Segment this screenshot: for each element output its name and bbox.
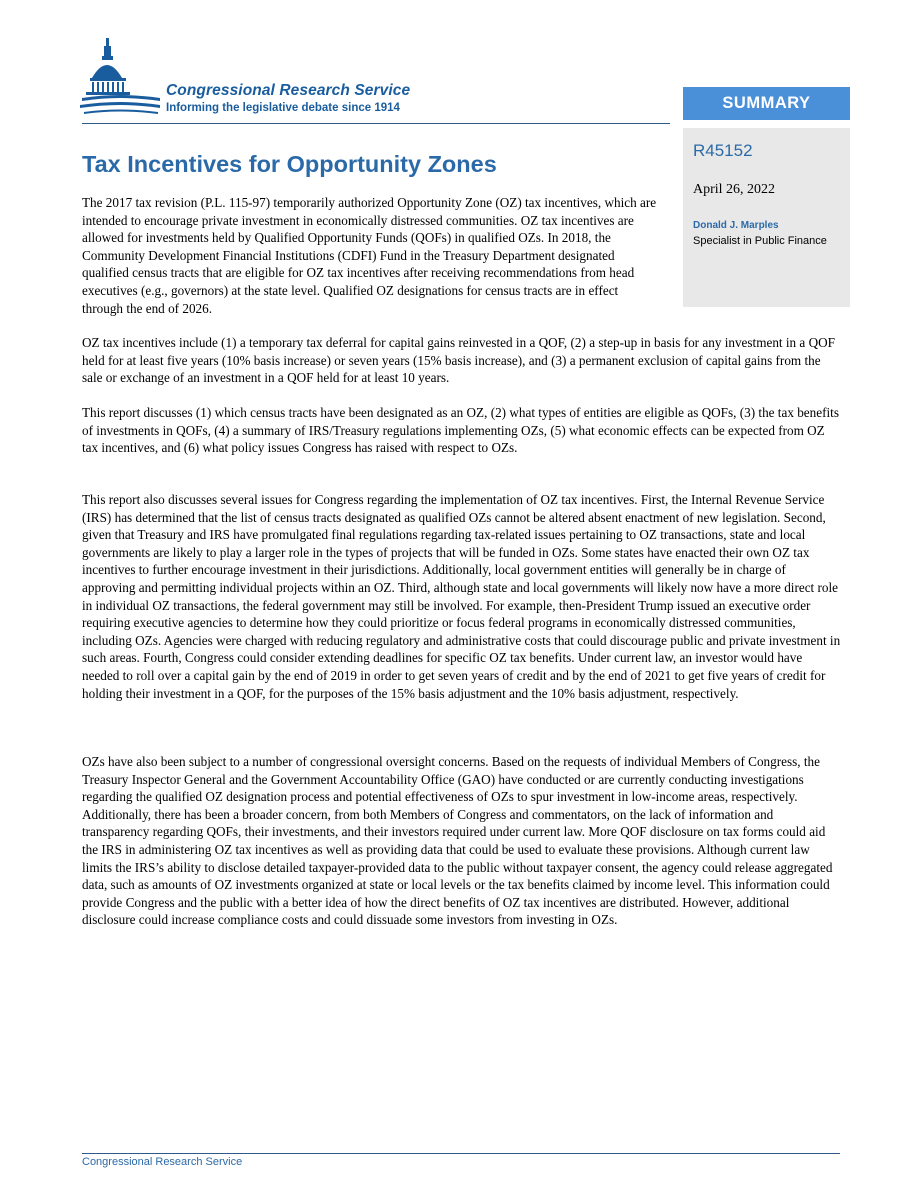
summary-paragraph: This report discusses (1) which census tracts have been designated as an OZ, (2) what types of entities are eligible as QOFs, (3) the tax benefits of investments in QOFs, (4) a summary of IRS/Treasury regulations implementing OZs, (5) what economic effects can be expected from OZ tax incentives, and (6) what policy issues Congress has raised with respect to OZs.	[82, 405, 839, 456]
org-tagline: Informing the legislative debate since 1914	[166, 102, 400, 114]
footer-divider	[82, 1153, 840, 1154]
summary-tab: SUMMARY	[683, 87, 850, 120]
summary-paragraph: This report also discusses several issues for Congress regarding the implementation of OZ tax incentives. First, the Internal Revenue Service (IRS) has determined that the list of census tracts designated as qualified OZs cannot be altered absent enactment of new legislation. Second, given that Treasury and IRS have promulgated final regulations regarding tax-related issues pertaining to OZ transactions, state and local governments are likely to play a larger role in the types of projects that will be funded in OZs. Some states have enacted their own OZ tax incentives to further encourage investment in their jurisdictions. Additionally, local government entities will generally be in charge of approving and permitting individual projects within an OZ. Third, although state and local governments will likely now have a more direct role in individual OZ transactions, the federal government may still be involved. For example, then-President Trump issued an executive order requiring executive agencies to determine how they could prioritize or focus federal programs in economically distressed communities, including OZs. Agencies were charged with reducing regulatory and administrative costs that could discourage public and private investment in such areas. Fourth, Congress could consider extending deadlines for specific OZ tax benefits. Under current law, an investor would have needed to roll over a capital gain by the end of 2019 in order to get seven years of credit and by the end of 2021 to get five years of credit for holding their investment in a QOF, for the purposes of the 15% basis adjustment and the 10% basis adjustment, respectively.	[82, 492, 841, 701]
report-date: April 26, 2022	[693, 182, 776, 197]
author-name: Donald J. Marples	[693, 220, 779, 231]
org-name: Congressional Research Service	[166, 82, 411, 99]
summary-paragraph: OZ tax incentives include (1) a temporary tax deferral for capital gains reinvested in a QOF, (2) a step-up in basis for any investment in a QOF held for at least five years (10% basis increase) or seven years (15% basis increase), and (3) a permanent exclusion of capital gains from the sale or exchange of an investment in a QOF held for at least 10 years.	[82, 335, 835, 386]
author-title: Specialist in Public Finance	[693, 235, 827, 247]
summary-paragraph: The 2017 tax revision (P.L. 115-97) temporarily authorized Opportunity Zone (OZ) tax incentives, which are intended to encourage private investment in economically distressed communities. OZ tax incentives are allowed for investments held by Qualified Opportunity Funds (QOFs) in qualified OZs. In 2018, the Community Development Financial Institutions (CDFI) Fund in the Treasury Department designated qualified census tracts that are eligible for OZ tax incentives after receiving recommendations from head executives (e.g., governors) at the state level. Qualified OZ designations for census tracts are in effect through the end of 2026.	[82, 195, 657, 316]
report-number: R45152	[693, 141, 753, 160]
header-divider	[82, 123, 670, 124]
page-title: Tax Incentives for Opportunity Zones	[82, 151, 497, 177]
capitol-dome-icon	[80, 34, 162, 124]
footer-org-name: Congressional Research Service	[82, 1156, 243, 1168]
summary-paragraph: OZs have also been subject to a number of congressional oversight concerns. Based on the requests of individual Members of Congress, the Treasury Inspector General and the Government Accountability Office (GAO) have conducted or are currently conducting investigations regarding the qualified OZ designation process and potential effectiveness of OZs to spur investment in low-income areas, respectively. Additionally, there has been a broader concern, from both Members of Congress and commentators, on the lack of information and transparency regarding QOFs, their investments, and their investors required under current law. More QOF disclosure on tax forms could aid the IRS in administering OZ tax incentives as well as providing data that could be used to evaluate these provisions. Although current law limits the IRS’s ability to disclose detailed taxpayer-provided data to the public without taxpayer consent, the agency could release aggregated data, such as amounts of OZ investments organized at state or local levels or the tax benefits claimed by income level. This information could provide Congress and the public with a better idea of how the direct benefits of OZ tax incentives are distributed. However, additional disclosure could increase compliance costs and could dissuade some investors from investing in OZs.	[82, 754, 833, 928]
crs-logo	[80, 34, 480, 126]
